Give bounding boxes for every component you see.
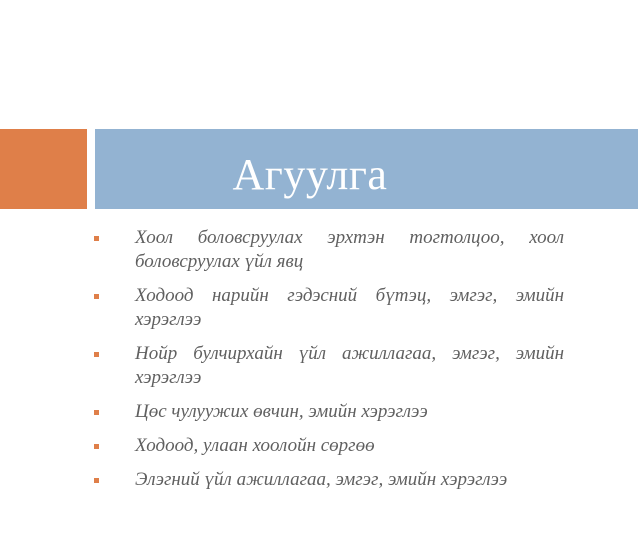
square-bullet-icon: [94, 236, 99, 241]
list-item-text: Ходоод нарийн гэдэсний бүтэц, эмгэг, эмийн хэрэглээ: [135, 285, 564, 330]
list-item: [94, 400, 564, 424]
list-item: [94, 284, 564, 332]
title-accent-block: [0, 129, 87, 209]
slide-title: Агуулга: [232, 150, 388, 199]
square-bullet-icon: [94, 478, 99, 483]
list-item-text: Элэгний үйл ажиллагаа, эмгэг, эмийн хэрэглээ: [135, 469, 508, 490]
list-item-text: Цөс чулуужих өвчин, эмийн хэрэглээ: [135, 401, 428, 422]
list-item: [94, 468, 564, 492]
list-item-text: Ходоод, улаан хоолойн сөргөө: [135, 435, 375, 456]
list-item: [94, 434, 564, 458]
list-item-text: Нойр булчирхайн үйл ажиллагаа, эмгэг, эмийн хэрэглээ: [135, 343, 564, 388]
square-bullet-icon: [94, 352, 99, 357]
list-item: [94, 226, 564, 274]
list-item: [94, 342, 564, 390]
list-item-text: Хоол боловсруулах эрхтэн тогтолцоо, хоол боловсруулах үйл явц: [135, 227, 564, 272]
square-bullet-icon: [94, 444, 99, 449]
bullet-list: [94, 226, 564, 502]
square-bullet-icon: [94, 410, 99, 415]
square-bullet-icon: [94, 294, 99, 299]
